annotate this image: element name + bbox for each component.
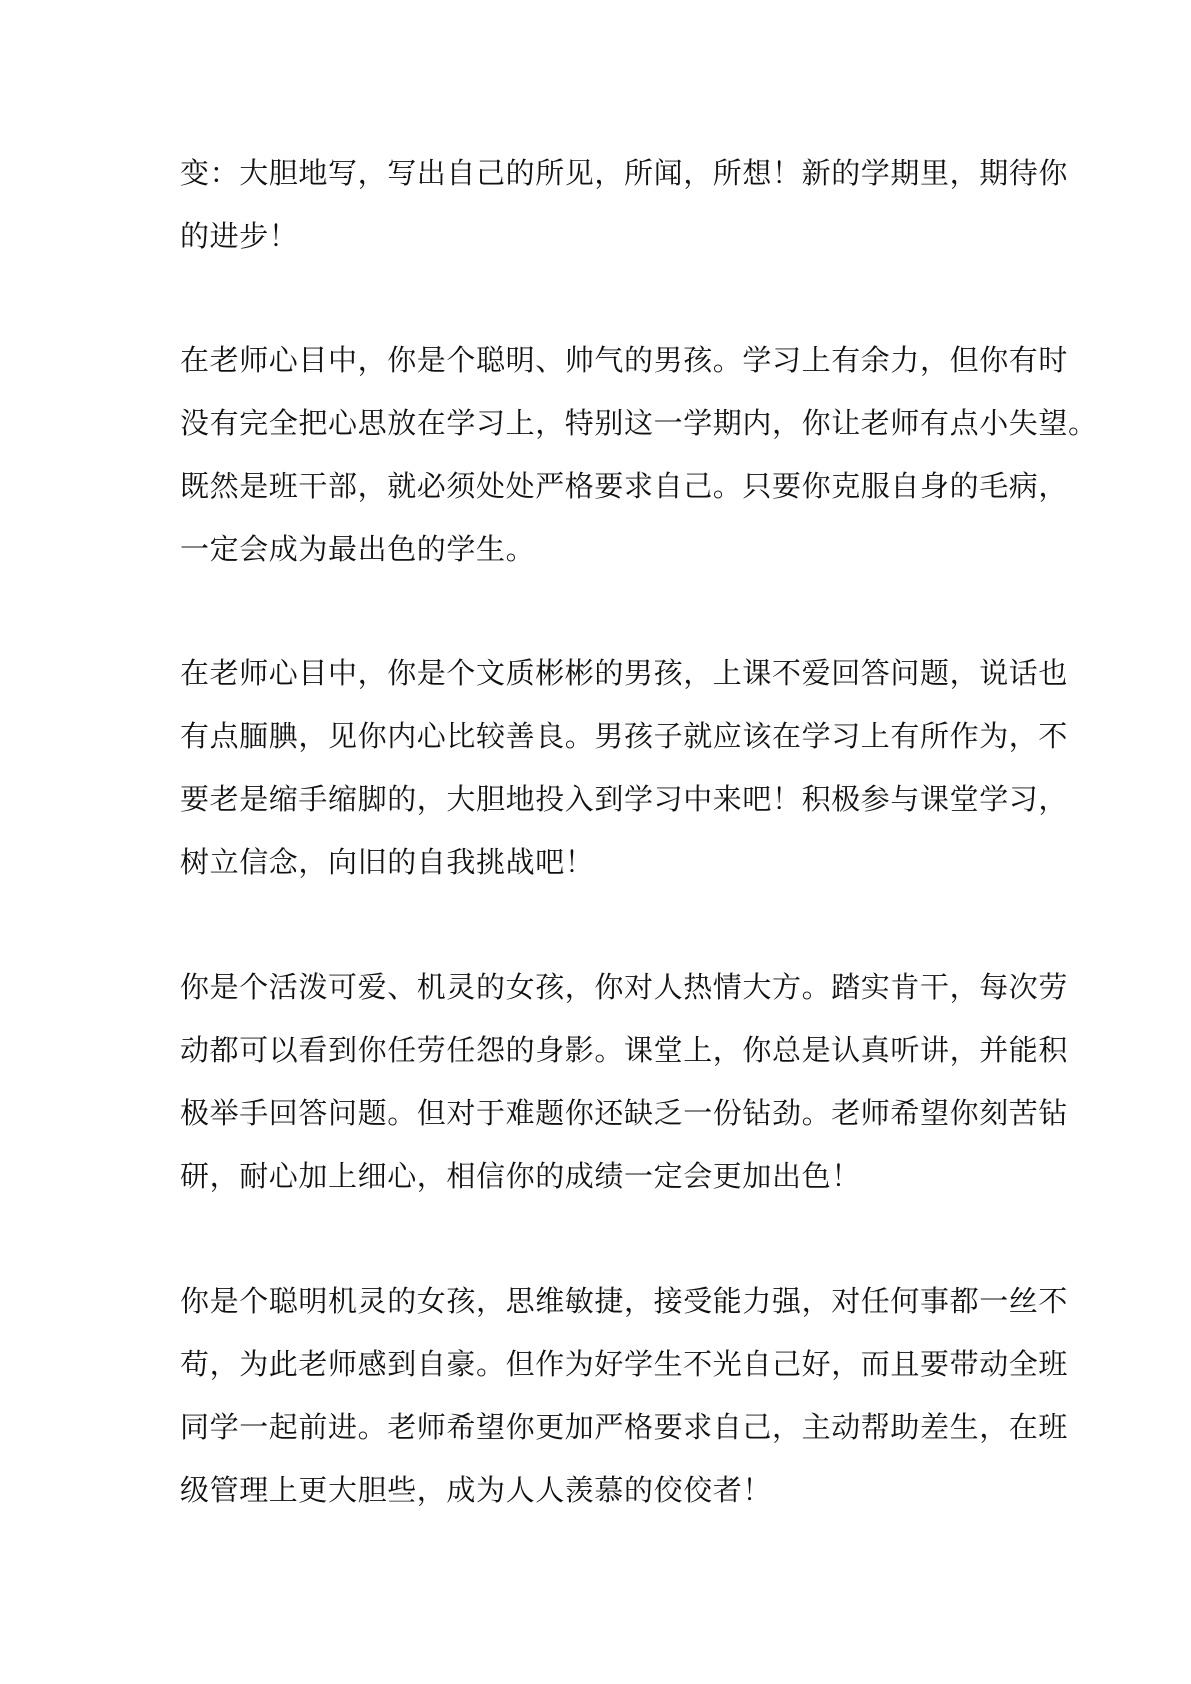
paragraph-line: 研，耐心加上细心，相信你的成绩一定会更加出色！: [180, 1159, 861, 1193]
paragraph-line: 你是个活泼可爱、机灵的女孩，你对人热情大方。踏实肯干，每次劳: [180, 970, 1069, 1004]
paragraph-5: [180, 1270, 1069, 1522]
paragraph-2: [180, 329, 1098, 581]
paragraph-line: 动都可以看到你任劳任怨的身影。课堂上，你总是认真听讲，并能积: [180, 1033, 1069, 1067]
paragraph-line: 同学一起前进。老师希望你更加严格要求自己，主动帮助差生，在班: [180, 1410, 1069, 1444]
paragraph-line: 在老师心目中，你是个聪明、帅气的男孩。学习上有余力，但你有时: [180, 343, 1069, 377]
paragraph-line: 要老是缩手缩脚的，大胆地投入到学习中来吧！积极参与课堂学习，: [180, 782, 1069, 816]
paragraph-line: 变：大胆地写，写出自己的所见，所闻，所想！新的学期里，期待你: [180, 156, 1069, 190]
paragraph-1: [180, 142, 1069, 268]
paragraph-line: 的进步！: [180, 219, 299, 253]
paragraph-3: [180, 642, 1069, 894]
paragraph-line: 级管理上更大胆些，成为人人羡慕的佼佼者！: [180, 1473, 773, 1507]
paragraph-line: 极举手回答问题。但对于难题你还缺乏一份钻劲。老师希望你刻苦钻: [180, 1096, 1069, 1130]
paragraph-line: 有点腼腆，见你内心比较善良。男孩子就应该在学习上有所作为，不: [180, 719, 1069, 753]
paragraph-4: [180, 956, 1069, 1208]
paragraph-line: 树立信念，向旧的自我挑战吧！: [180, 845, 595, 879]
paragraph-line: 苟，为此老师感到自豪。但作为好学生不光自己好，而且要带动全班: [180, 1347, 1069, 1381]
paragraph-line: 你是个聪明机灵的女孩，思维敏捷，接受能力强，对任何事都一丝不: [180, 1284, 1069, 1318]
paragraph-line: 既然是班干部，就必须处处严格要求自己。只要你克服自身的毛病，: [180, 469, 1069, 503]
paragraph-line: 在老师心目中，你是个文质彬彬的男孩，上课不爱回答问题，说话也: [180, 656, 1069, 690]
paragraph-line: 没有完全把心思放在学习上，特别这一学期内，你让老师有点小失望。: [180, 406, 1098, 440]
paragraph-line: 一定会成为最出色的学生。: [180, 532, 536, 566]
